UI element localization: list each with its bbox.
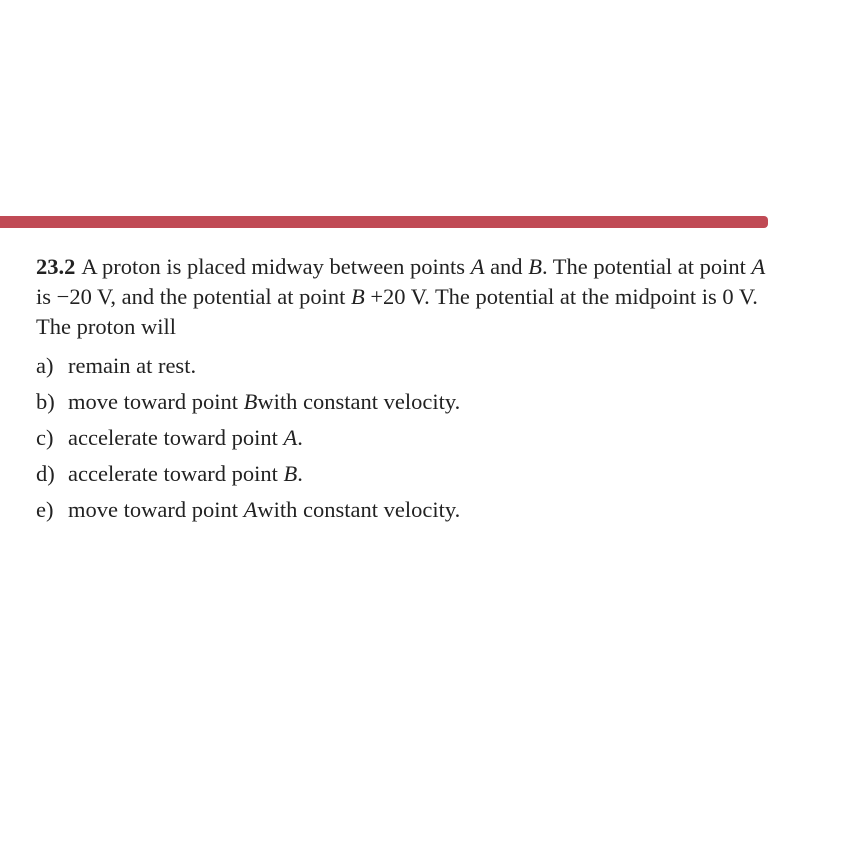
stem-text-4: is −20 V, and the potential at point <box>36 284 351 309</box>
question-stem <box>36 252 766 342</box>
option-a-letter: a) <box>36 353 54 378</box>
option-d-text-post: . <box>297 461 303 486</box>
stem-point-b-2: B <box>350 284 365 309</box>
section-accent-bar <box>0 216 768 228</box>
option-d-point: B <box>283 461 298 486</box>
option-b-letter: b) <box>36 389 55 414</box>
option-d-text-pre: accelerate toward point <box>68 461 278 486</box>
option-a-text: remain at rest. <box>68 353 197 378</box>
question-number: 23.2 <box>36 254 76 279</box>
question-block <box>36 252 766 528</box>
option-e-letter: e) <box>36 497 54 522</box>
option-b-point: B <box>243 389 258 414</box>
option-c-letter: c) <box>36 425 54 450</box>
stem-text-1: A proton is placed midway between points <box>81 254 471 279</box>
stem-text-5: +20 V. The potential at the midpoint is 0 V. The proton will <box>36 284 758 339</box>
stem-text-2: and <box>484 254 529 279</box>
stem-point-a: A <box>470 254 485 279</box>
option-c <box>36 420 766 456</box>
option-e-text-post: with constant velocity. <box>257 497 461 522</box>
option-b-text-post: with constant velocity. <box>257 389 461 414</box>
option-d-letter: d) <box>36 461 55 486</box>
option-e-text-pre: move toward point <box>68 497 238 522</box>
option-e-point: A <box>243 497 258 522</box>
option-d <box>36 456 766 492</box>
option-e <box>36 492 766 528</box>
stem-point-a-2: A <box>751 254 766 279</box>
option-c-text-pre: accelerate toward point <box>68 425 278 450</box>
answer-options <box>36 348 766 528</box>
option-b <box>36 384 766 420</box>
option-b-text-pre: move toward point <box>68 389 238 414</box>
option-c-text-post: . <box>297 425 303 450</box>
stem-text-3: . The potential at point <box>541 254 752 279</box>
option-c-point: A <box>283 425 298 450</box>
stem-point-b: B <box>528 254 542 279</box>
option-a <box>36 348 766 384</box>
